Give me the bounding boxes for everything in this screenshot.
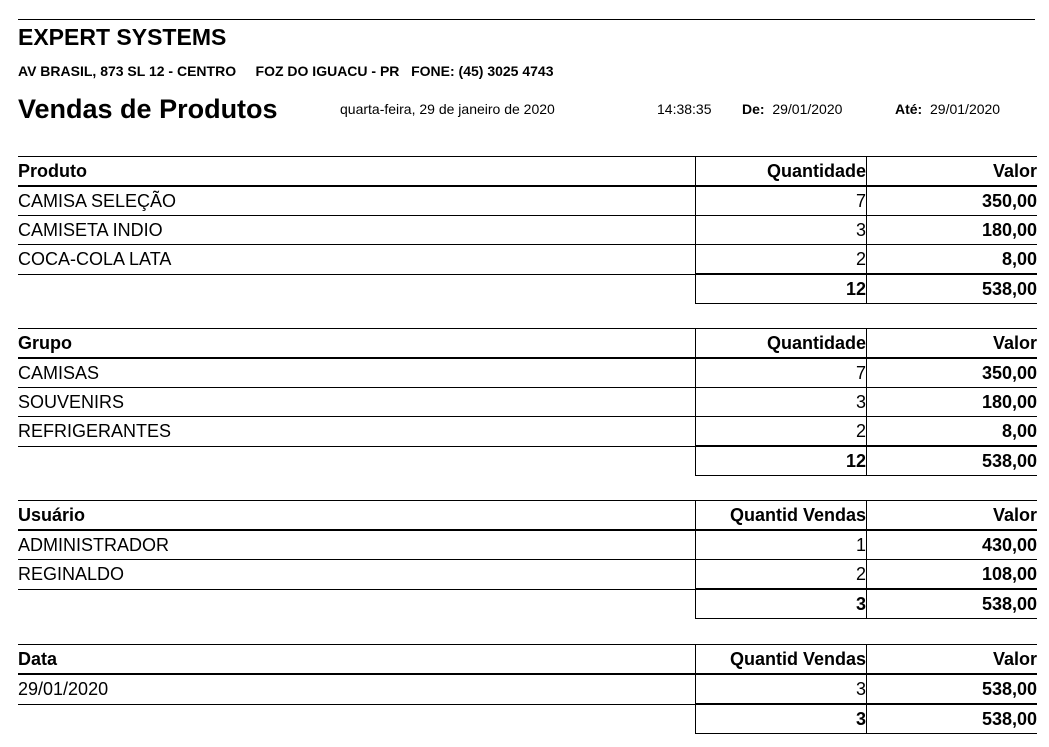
usuario-cell-quantity: 1	[696, 530, 867, 560]
produto-cell-quantity: 2	[696, 245, 867, 275]
usuario-total-spacer	[18, 589, 696, 619]
data-cell-name: 29/01/2020	[18, 674, 696, 704]
grupo-cell-value: 180,00	[867, 388, 1038, 417]
table-row	[18, 186, 1037, 216]
usuario-cell-quantity: 2	[696, 560, 867, 590]
grupo-header-row	[18, 329, 1037, 359]
usuario-cell-name: ADMINISTRADOR	[18, 530, 696, 560]
grupo-total-quantity: 12	[696, 446, 867, 476]
usuario-header-name: Usuário	[18, 505, 86, 525]
grupo-cell-value: 350,00	[867, 358, 1038, 388]
produto-total-row	[18, 274, 1037, 304]
usuario-table	[18, 500, 1037, 619]
data-total-row	[18, 704, 1037, 734]
table-row	[18, 674, 1037, 704]
usuario-cell-name: REGINALDO	[18, 560, 696, 590]
produto-header-name: Produto	[18, 161, 87, 181]
produto-table	[18, 156, 1037, 304]
grupo-cell-quantity: 7	[696, 358, 867, 388]
company-address: AV BRASIL, 873 SL 12 - CENTRO FOZ DO IGUACU - PR FONE: (45) 3025 4743	[18, 63, 554, 79]
grupo-total-value: 538,00	[867, 446, 1038, 476]
produto-total-value: 538,00	[867, 274, 1038, 304]
grupo-header-value: Valor	[992, 333, 1037, 353]
produto-cell-value: 350,00	[867, 186, 1038, 216]
top-rule	[18, 19, 1035, 20]
grupo-cell-name: CAMISAS	[18, 358, 696, 388]
produto-cell-name: COCA-COLA LATA	[18, 245, 696, 275]
produto-cell-value: 8,00	[867, 245, 1038, 275]
date-to-label: Até:	[895, 101, 923, 117]
usuario-header-value: Valor	[992, 505, 1037, 525]
grupo-header-name: Grupo	[18, 333, 72, 353]
table-row	[18, 388, 1037, 417]
grupo-cell-quantity: 3	[696, 388, 867, 417]
usuario-total-quantity: 3	[696, 589, 867, 619]
table-row	[18, 530, 1037, 560]
data-header-value: Valor	[992, 649, 1037, 669]
data-header-quantity: Quantid Vendas	[696, 645, 867, 675]
usuario-header-quantity: Quantid Vendas	[696, 501, 867, 531]
usuario-cell-value: 430,00	[867, 530, 1038, 560]
produto-cell-quantity: 7	[696, 186, 867, 216]
table-row	[18, 417, 1037, 447]
date-from-label: De:	[742, 101, 765, 117]
table-row	[18, 560, 1037, 590]
usuario-cell-value: 108,00	[867, 560, 1038, 590]
data-total-quantity: 3	[696, 704, 867, 734]
data-total-value: 538,00	[867, 704, 1038, 734]
data-table	[18, 644, 1037, 734]
date-to	[895, 101, 1000, 117]
report-date-long: quarta-feira, 29 de janeiro de 2020	[340, 101, 555, 117]
produto-header-quantity: Quantidade	[696, 157, 867, 187]
report-title: Vendas de Produtos	[18, 94, 278, 124]
data-header-row	[18, 645, 1037, 675]
grupo-cell-value: 8,00	[867, 417, 1038, 447]
data-total-spacer	[18, 704, 696, 734]
produto-total-quantity: 12	[696, 274, 867, 304]
grupo-total-row	[18, 446, 1037, 476]
grupo-cell-name: SOUVENIRS	[18, 388, 696, 417]
data-cell-value: 538,00	[867, 674, 1038, 704]
table-row	[18, 245, 1037, 275]
produto-header-value: Valor	[992, 161, 1037, 181]
data-header-name: Data	[18, 649, 58, 669]
date-from	[742, 101, 842, 117]
grupo-total-spacer	[18, 446, 696, 476]
produto-cell-quantity: 3	[696, 216, 867, 245]
table-row	[18, 358, 1037, 388]
usuario-header-row	[18, 501, 1037, 531]
date-to-value: 29/01/2020	[930, 101, 1001, 117]
table-row	[18, 216, 1037, 245]
data-cell-quantity: 3	[696, 674, 867, 704]
company-name: EXPERT SYSTEMS	[18, 24, 227, 50]
produto-total-spacer	[18, 274, 696, 304]
grupo-header-quantity: Quantidade	[696, 329, 867, 359]
produto-cell-name: CAMISETA INDIO	[18, 216, 696, 245]
grupo-cell-quantity: 2	[696, 417, 867, 447]
produto-cell-value: 180,00	[867, 216, 1038, 245]
usuario-total-row	[18, 589, 1037, 619]
grupo-table	[18, 328, 1037, 476]
report-time: 14:38:35	[657, 101, 712, 117]
produto-header-row	[18, 157, 1037, 187]
produto-cell-name: CAMISA SELEÇÃO	[18, 186, 696, 216]
usuario-total-value: 538,00	[867, 589, 1038, 619]
grupo-cell-name: REFRIGERANTES	[18, 417, 696, 447]
date-from-value: 29/01/2020	[772, 101, 843, 117]
